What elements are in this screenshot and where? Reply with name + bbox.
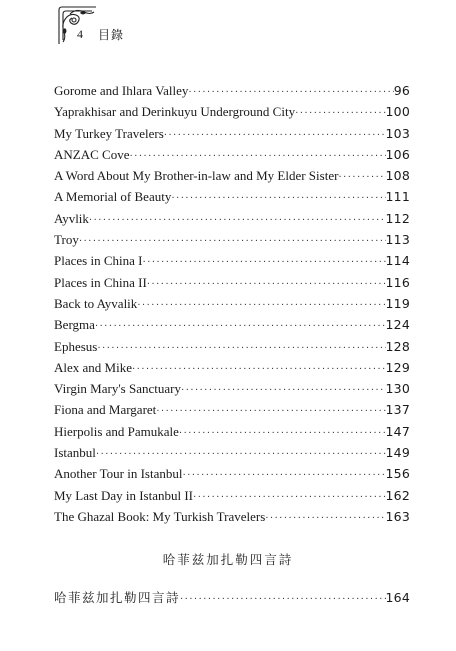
toc-entry (54, 509, 410, 530)
toc-title: Ephesus (54, 338, 98, 354)
toc-entry (54, 445, 410, 466)
toc-title: My Turkey Travelers (54, 125, 164, 141)
toc-page: 119 (385, 295, 410, 311)
toc-page: 128 (385, 338, 410, 354)
toc-page: 111 (385, 189, 410, 205)
toc-page: 130 (385, 381, 410, 397)
running-title: 目錄 (98, 28, 125, 42)
leader-dots (338, 172, 385, 183)
toc-entry (54, 126, 410, 147)
toc-entry (54, 232, 410, 253)
toc-entry (54, 211, 410, 232)
toc-entry (54, 275, 410, 296)
toc-entry (54, 339, 410, 360)
leader-dots (181, 385, 386, 396)
toc-page: 149 (385, 445, 410, 461)
leader-dots (164, 130, 386, 141)
toc-title: Gorome and Ihlara Valley (54, 83, 189, 98)
toc-page: 164 (385, 590, 410, 605)
toc-page: 106 (385, 146, 410, 162)
toc-page: 129 (385, 359, 410, 375)
page-header (0, 0, 456, 60)
toc-title: Fiona and Margaret (54, 402, 157, 418)
toc-title: Istanbul (54, 445, 96, 461)
toc-entry (54, 402, 410, 423)
toc-entry (54, 296, 410, 317)
toc-page: 124 (385, 317, 410, 333)
leader-dots (179, 428, 386, 439)
toc-entry (54, 466, 410, 487)
toc-page: 162 (385, 487, 410, 503)
leader-dots (265, 513, 385, 524)
leader-dots (180, 594, 386, 605)
leader-dots (295, 108, 385, 119)
toc-entry (54, 424, 410, 445)
page-number: 4 (77, 27, 83, 41)
toc-title: Alex and Mike (54, 359, 132, 375)
leader-dots (193, 492, 386, 503)
section-contents (54, 588, 410, 609)
leader-dots (89, 215, 386, 226)
leader-dots (129, 151, 385, 162)
toc-title: A Memorial of Beauty (54, 189, 172, 205)
toc-entry (54, 83, 410, 104)
leader-dots (97, 343, 385, 354)
leader-dots (137, 300, 385, 311)
toc-page: 147 (385, 423, 410, 439)
toc-entry (54, 168, 410, 189)
toc-entry (54, 147, 410, 168)
toc-page: 100 (385, 104, 410, 120)
leader-dots (132, 364, 386, 375)
leader-dots (147, 279, 386, 290)
toc-title: 哈菲兹加扎勒四言詩 (54, 590, 181, 605)
toc-title: A Word About My Brother-in-law and My Elder Sister (54, 168, 339, 184)
leader-dots (171, 193, 385, 204)
toc-page: 116 (385, 274, 410, 290)
toc-title: Back to Ayvalik (54, 295, 138, 311)
toc-entry (54, 317, 410, 338)
toc-entry (54, 104, 410, 125)
toc-page: 163 (385, 508, 410, 524)
toc-title: Virgin Mary's Sanctuary (54, 381, 181, 397)
toc-entry (54, 360, 410, 381)
leader-dots (182, 470, 385, 481)
toc-title: Yaprakhisar and Derinkuyu Underground City (54, 104, 296, 120)
toc-entry (54, 189, 410, 210)
leader-dots (188, 87, 393, 98)
toc-page: 113 (385, 232, 410, 248)
toc-page: 156 (385, 466, 410, 482)
section-heading: 哈菲兹加扎勒四言詩 (162, 552, 294, 567)
toc-page: 114 (385, 253, 410, 269)
leader-dots (156, 406, 385, 417)
toc-page: 96 (393, 83, 410, 98)
toc-title: Bergma (54, 317, 95, 333)
toc-title: Troy (54, 232, 79, 248)
toc-entry (54, 488, 410, 509)
toc-title: Another Tour in Istanbul (54, 466, 183, 482)
toc-title: My Last Day in Istanbul II (54, 487, 194, 503)
toc-page: 103 (385, 125, 410, 141)
leader-dots (95, 321, 386, 332)
toc-title: ANZAC Cove (54, 146, 130, 162)
toc-title: Hierpolis and Pamukale (54, 423, 179, 439)
toc-entry (54, 588, 410, 609)
toc-title: Ayvlik (54, 210, 89, 226)
toc-entry (54, 253, 410, 274)
toc-page: 137 (385, 402, 410, 418)
toc-page: 112 (385, 210, 410, 226)
toc-title: The Ghazal Book: My Turkish Travelers (54, 508, 266, 524)
table-of-contents (54, 83, 410, 530)
toc-entry (54, 381, 410, 402)
leader-dots (142, 257, 385, 268)
toc-title: Places in China II (54, 274, 147, 290)
toc-page: 108 (385, 168, 410, 184)
leader-dots (79, 236, 386, 247)
leader-dots (96, 449, 386, 460)
toc-title: Places in China I (54, 253, 143, 269)
